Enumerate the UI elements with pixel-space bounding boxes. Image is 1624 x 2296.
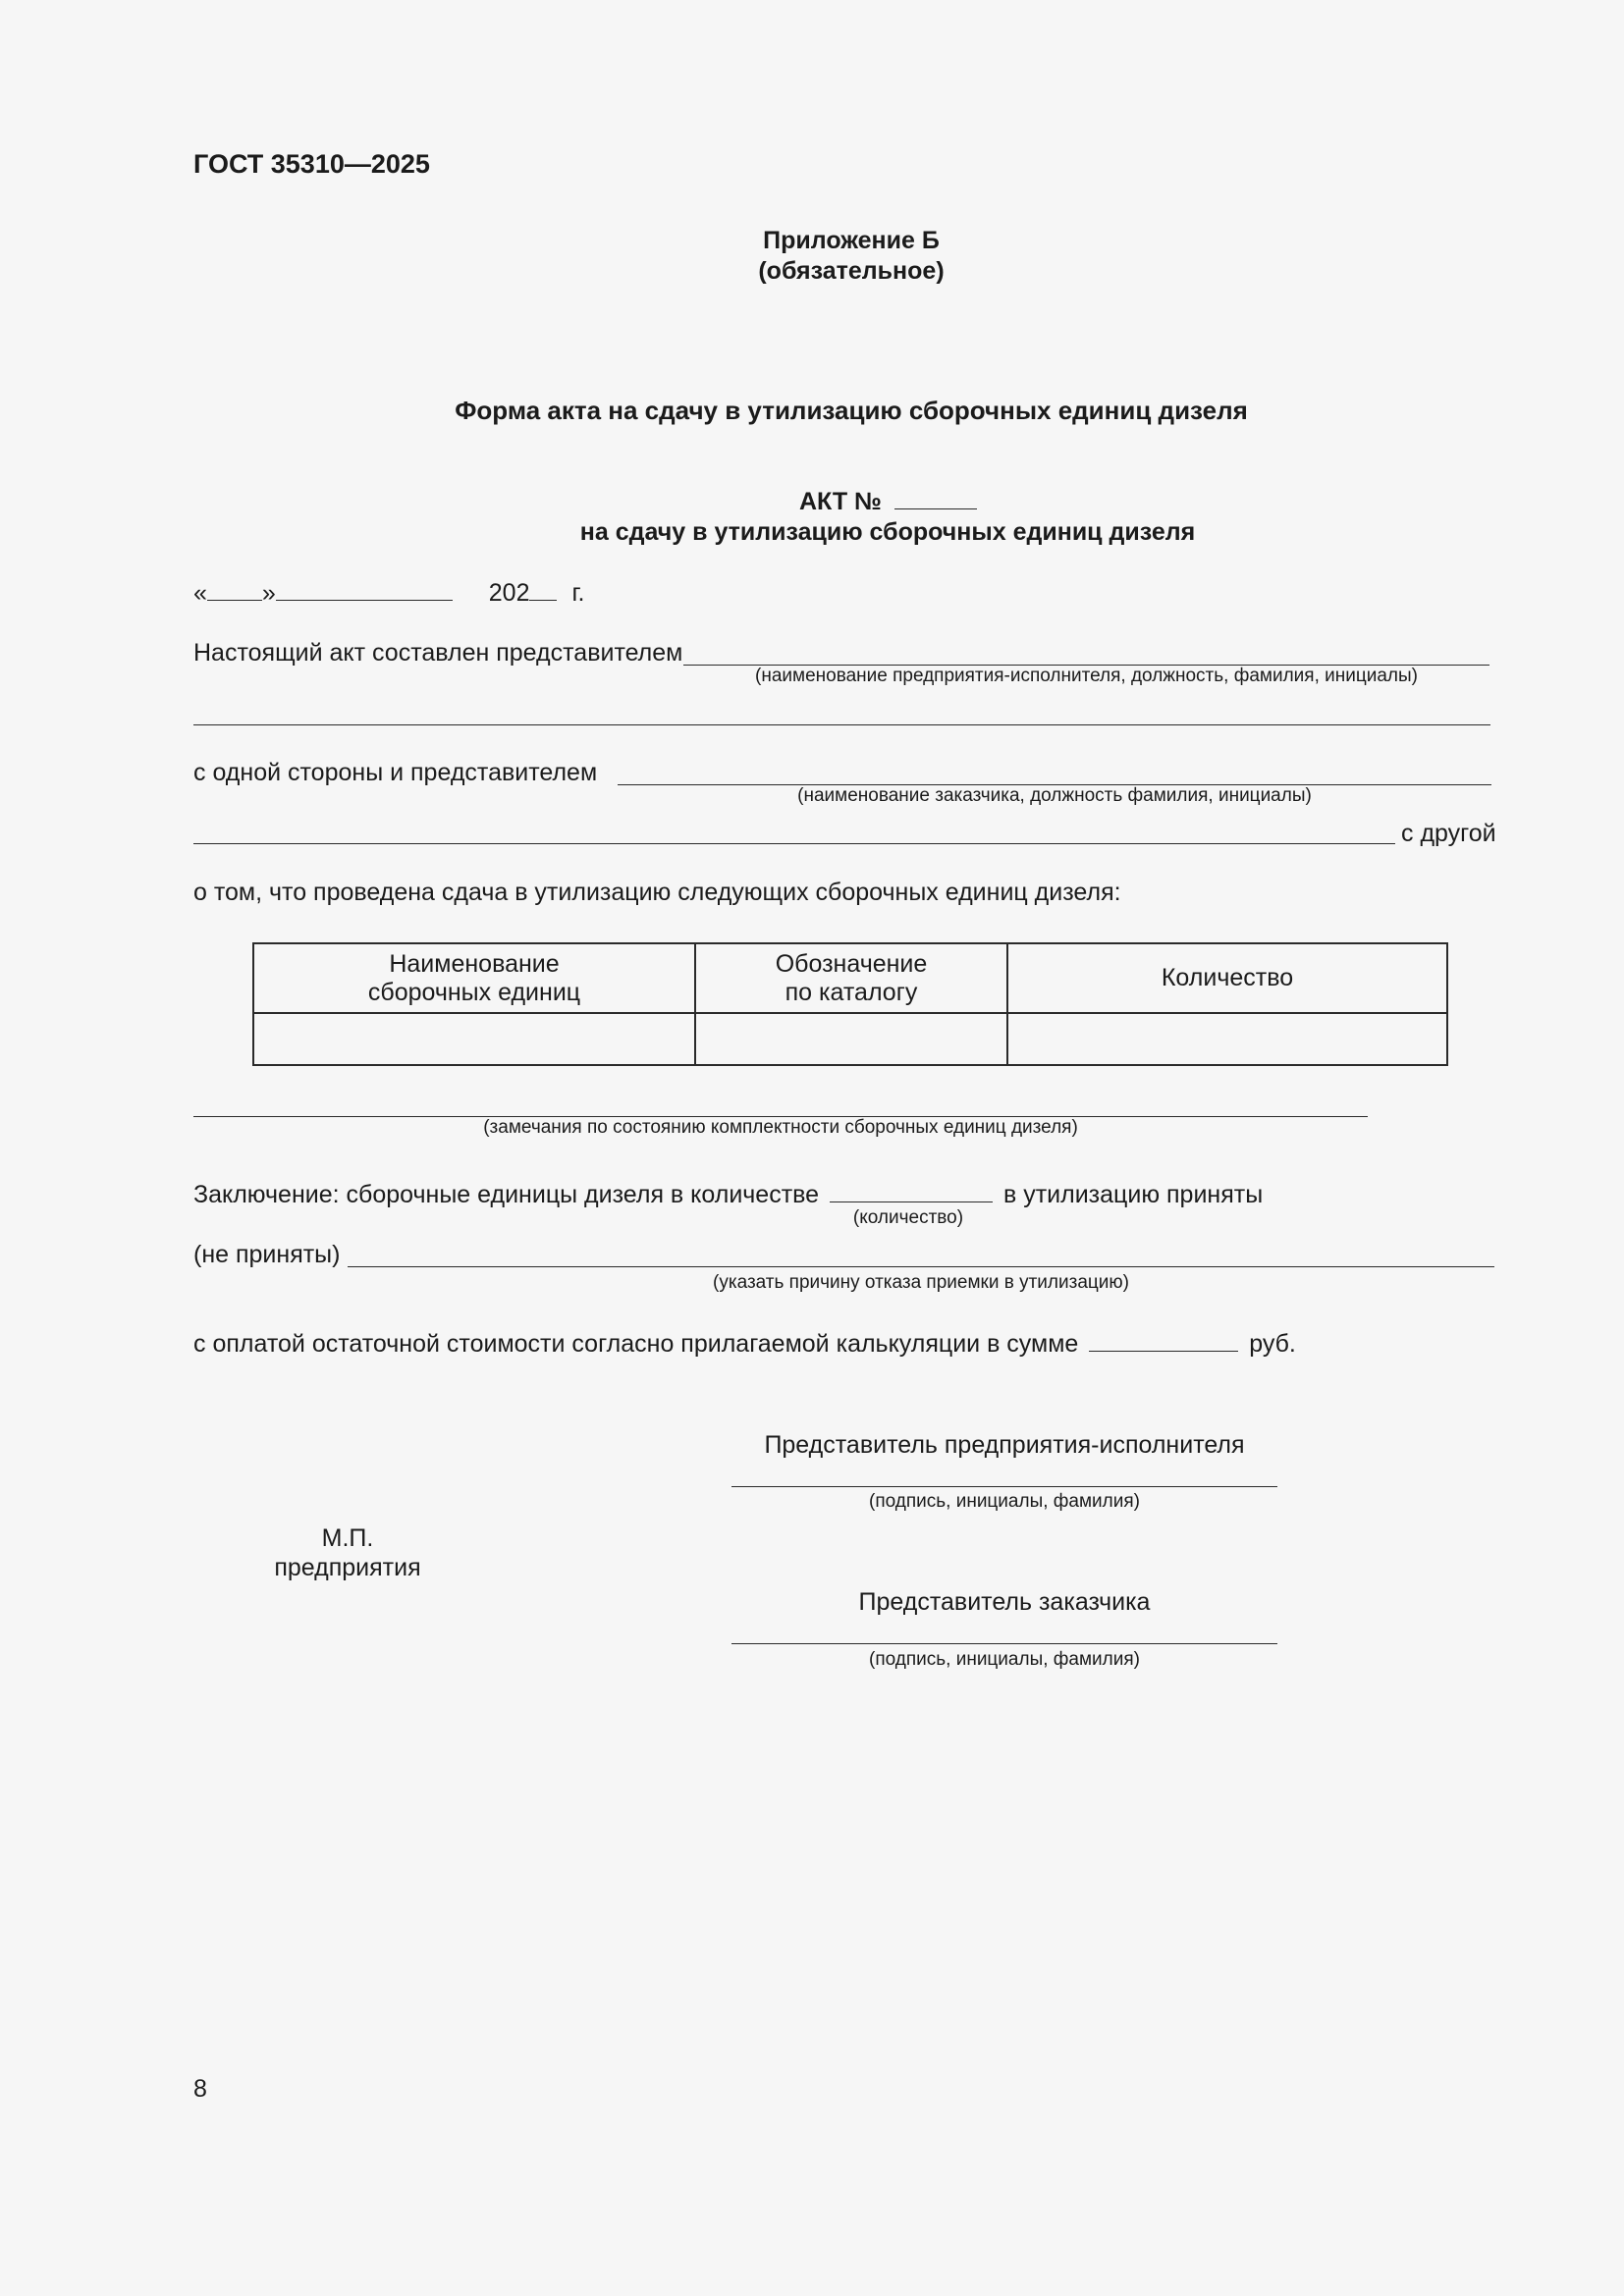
table-header-row [253, 943, 1447, 1013]
table-cell-catalog-number[interactable] [695, 1013, 1007, 1065]
other-side-label: с другой [1401, 820, 1496, 847]
date-close-quote: » [261, 579, 276, 607]
page-number: 8 [193, 2075, 207, 2103]
customer-caption: (наименование заказчика, должность фамилия, инициалы) [797, 785, 1312, 806]
form-title: Форма акта на сдачу в утилизацию сборочных единиц дизеля [455, 396, 1248, 425]
contractor-caption: (наименование предприятия-исполнителя, должность, фамилия, инициалы) [755, 666, 1418, 686]
assembly-units-table [252, 942, 1448, 1066]
customer-signature-caption: (подпись, инициалы, фамилия) [869, 1649, 1140, 1670]
document-standard-number: ГОСТ 35310—2025 [193, 149, 430, 179]
not-accepted-label: (не приняты) [193, 1241, 341, 1268]
representative-label: Настоящий акт составлен представителем [193, 639, 683, 667]
column-header-catalog-number: Обозначение по каталогу [695, 943, 1007, 1013]
customer-continuation-field[interactable] [193, 843, 1395, 844]
conclusion-line [193, 1180, 1263, 1209]
customer-representative-label: с одной стороны и представителем [193, 759, 598, 786]
table-row [253, 1013, 1447, 1065]
payment-suffix: руб. [1249, 1330, 1296, 1358]
contractor-continuation-field[interactable] [193, 724, 1490, 725]
stamp-sublabel: предприятия [274, 1554, 421, 1581]
contractor-signature-title: Представитель предприятия-исполнителя [764, 1431, 1245, 1459]
date-open-quote: « [193, 579, 207, 607]
quantity-caption: (количество) [852, 1207, 964, 1228]
date-year-field[interactable] [529, 578, 557, 601]
date-month-field[interactable] [276, 578, 453, 601]
appendix-title: Приложение Б [763, 227, 940, 254]
remarks-caption: (замечания по состоянию комплектности сборочных единиц дизеля) [483, 1117, 1078, 1138]
handover-statement: о том, что проведена сдача в утилизацию следующих сборочных единиц дизеля: [193, 879, 1121, 906]
act-number-label: АКТ № [799, 488, 883, 515]
act-number-field[interactable] [894, 487, 977, 509]
payment-amount-field[interactable] [1089, 1329, 1238, 1352]
date-year-prefix: 202 [488, 579, 530, 607]
date-day-field[interactable] [207, 578, 262, 601]
stamp-label: М.П. [321, 1524, 374, 1552]
table-cell-quantity[interactable] [1007, 1013, 1447, 1065]
conclusion-suffix: в утилизацию приняты [1002, 1181, 1264, 1208]
date-year-suffix: г. [571, 579, 585, 607]
payment-line [193, 1329, 1296, 1359]
column-header-quantity: Количество [1007, 943, 1447, 1013]
act-subtitle: на сдачу в утилизацию сборочных единиц дизеля [579, 518, 1196, 546]
contractor-signature-caption: (подпись, инициалы, фамилия) [869, 1491, 1140, 1512]
contractor-signature-field[interactable] [731, 1486, 1277, 1487]
date-line [193, 578, 584, 608]
act-number-heading [799, 487, 977, 516]
table-cell-name[interactable] [253, 1013, 695, 1065]
rejection-reason-caption: (указать причину отказа приемки в утилизацию) [713, 1272, 1129, 1293]
appendix-status: (обязательное) [758, 257, 945, 285]
customer-signature-title: Представитель заказчика [858, 1588, 1151, 1616]
column-header-name: Наименование сборочных единиц [253, 943, 695, 1013]
conclusion-quantity-field[interactable] [830, 1180, 993, 1202]
conclusion-prefix: Заключение: сборочные единицы дизеля в количестве [193, 1181, 820, 1208]
customer-signature-field[interactable] [731, 1643, 1277, 1644]
payment-prefix: с оплатой остаточной стоимости согласно прилагаемой калькуляции в сумме [193, 1330, 1079, 1358]
rejection-reason-field[interactable] [348, 1266, 1494, 1267]
